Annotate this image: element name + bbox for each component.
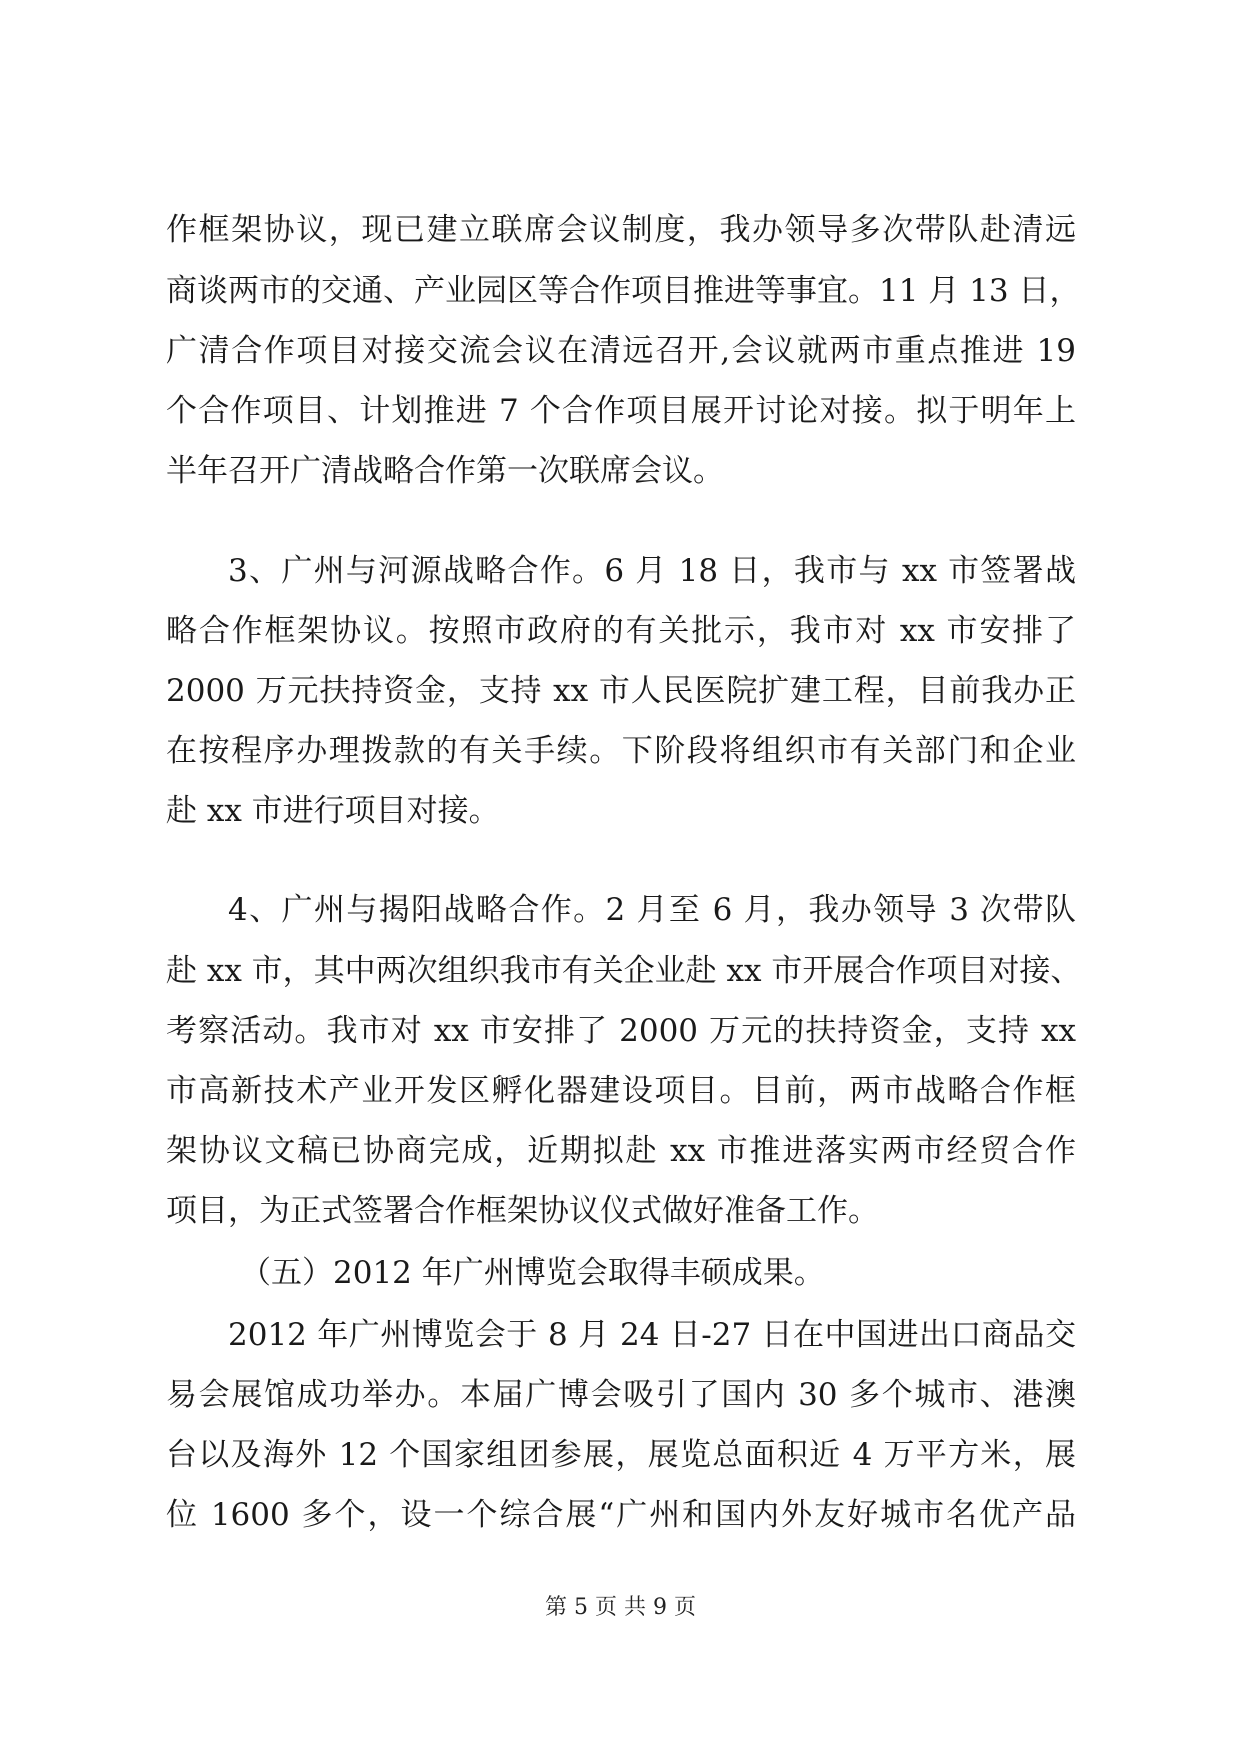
text-line: 赴 xx 市进行项目对接。 [166,793,500,829]
text-line: 项目，为正式签署合作框架协议仪式做好准备工作。 [166,1193,879,1229]
section-heading: （五）2012 年广州博览会取得丰硕成果。 [240,1255,825,1291]
text-line: 2000 万元扶持资金，支持 xx 市人民医院扩建工程，目前我办正 [166,673,1076,709]
text-line: 个合作项目、计划推进 7 个合作项目展开讨论对接。拟于明年上 [166,393,1076,429]
text-line: 架协议文稿已协商完成，近期拟赴 xx 市推进落实两市经贸合作 [166,1133,1076,1169]
text-line: 市高新技术产业开发区孵化器建设项目。目前，两市战略合作框 [166,1073,1076,1109]
page-footer: 第 5 页 共 9 页 [545,1595,696,1620]
paragraph-first-line: 3、广州与河源战略合作。6 月 18 日，我市与 xx 市签署战 [228,553,1076,589]
paragraph-first-line: 4、广州与揭阳战略合作。2 月至 6 月，我办领导 3 次带队 [228,892,1076,928]
text-line: 略合作框架协议。按照市政府的有关批示，我市对 xx 市安排了 [166,613,1076,649]
text-line: 作框架协议，现已建立联席会议制度，我办领导多次带队赴清远 [166,212,1076,248]
text-line: 在按程序办理拨款的有关手续。下阶段将组织市有关部门和企业 [166,733,1076,769]
paragraph-first-line: 2012 年广州博览会于 8 月 24 日-27 日在中国进出口商品交 [228,1317,1076,1353]
text-line: 台以及海外 12 个国家组团参展，展览总面积近 4 万平方米，展 [166,1437,1076,1473]
text-line: 赴 xx 市，其中两次组织我市有关企业赴 xx 市开展合作项目对接、 [166,953,1082,989]
text-line: 广清合作项目对接交流会议在清远召开,会议就两市重点推进 19 [166,333,1076,369]
text-line: 半年召开广清战略合作第一次联席会议。 [166,453,724,489]
text-line: 商谈两市的交通、产业园区等合作项目推进等事宜。11 月 13 日， [166,273,1081,309]
text-line: 易会展馆成功举办。本届广博会吸引了国内 30 多个城市、港澳 [166,1377,1076,1413]
text-line: 考察活动。我市对 xx 市安排了 2000 万元的扶持资金，支持 xx [166,1013,1076,1049]
text-line: 位 1600 多个，设一个综合展“广州和国内外友好城市名优产品 [166,1497,1076,1533]
